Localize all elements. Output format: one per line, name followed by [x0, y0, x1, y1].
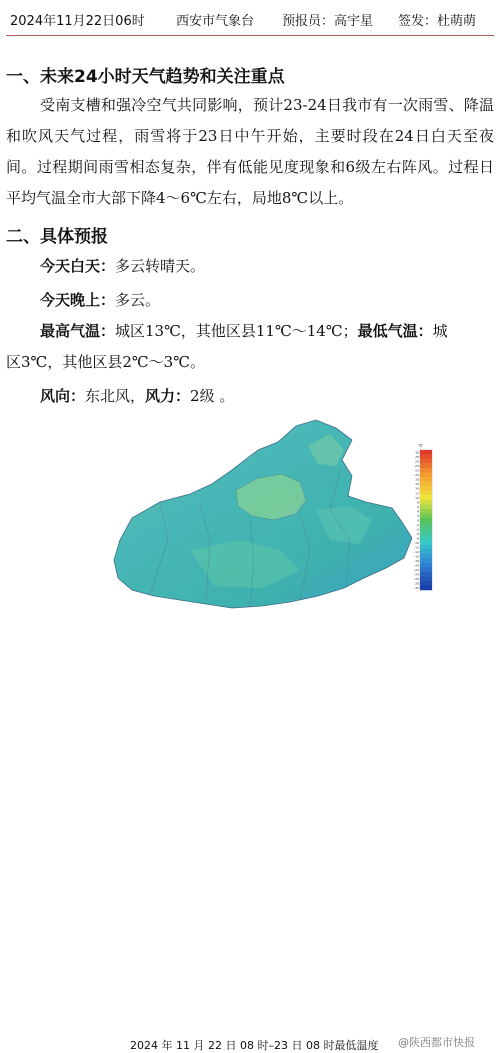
colorbar-cell — [420, 455, 432, 460]
wind-force-value: 2级 。 — [190, 387, 235, 405]
colorbar-cell — [420, 473, 432, 478]
colorbar-cell — [420, 531, 432, 536]
colorbar-tick-label: 30 — [415, 450, 419, 455]
colorbar-cell — [420, 554, 432, 559]
min-temp-value-2: 区3℃，其他区县2℃～3℃。 — [6, 353, 205, 371]
colorbar-cell — [420, 477, 432, 482]
min-temperature-map — [0, 410, 500, 1052]
colorbar-tick-label: -20 — [414, 563, 419, 568]
colorbar-tick-label: 0 — [417, 518, 419, 523]
colorbar-tick-label: 28 — [415, 455, 419, 460]
colorbar-tick-label: 6 — [417, 504, 419, 509]
colorbar-cell — [420, 495, 432, 500]
colorbar-cell — [420, 500, 432, 505]
wind-direction-label: 风向： — [40, 387, 86, 405]
colorbar-tick-label: 20 — [415, 473, 419, 478]
min-temp-label: 最低气温： — [357, 322, 433, 340]
colorbar-tick-label: -28 — [414, 581, 419, 586]
map-caption: 2024 年 11 月 22 日 08 时–23 日 08 时最低温度 — [130, 1039, 379, 1052]
colorbar-cell — [420, 576, 432, 581]
max-temp-value: 城区13℃，其他区县11℃～14℃； — [115, 322, 358, 340]
colorbar-tick-label: 18 — [415, 477, 419, 482]
header-divider — [6, 35, 494, 36]
colorbar-cell — [420, 585, 432, 590]
colorbar-tick-label: 8 — [417, 500, 419, 505]
colorbar-tick-label: -4 — [416, 527, 419, 532]
colorbar-cell — [420, 572, 432, 577]
colorbar-cell — [420, 491, 432, 496]
colorbar-cell — [420, 549, 432, 554]
section1-title: 一、未来24小时天气趋势和关注重点 — [6, 67, 285, 87]
colorbar-tick-label: -16 — [414, 554, 419, 559]
colorbar-cell — [420, 468, 432, 473]
temperature-forecast — [40, 320, 448, 341]
colorbar-cell — [420, 464, 432, 469]
tonight-forecast — [40, 289, 160, 310]
tonight-label: 今天晚上： — [40, 291, 116, 309]
tonight-value: 多云。 — [115, 291, 161, 309]
colorbar-tick-label: -14 — [414, 549, 419, 554]
document-header — [0, 0, 500, 38]
colorbar-cells — [420, 450, 432, 590]
min-temp-continued — [6, 351, 205, 372]
wind-force-label: 风力： — [145, 387, 191, 405]
colorbar-tick-label: -2 — [416, 522, 419, 527]
section1-body: 受南支槽和强冷空气共同影响，预计23-24日我市有一次雨雪、降温和吹风天气过程，雨雪将于23日中午开始，主要时段在24日白天至夜间。过程期间雨雪相态复杂，伴有低能见度现象和6级左右阵风。过程日平均气温全市大部下降4～6℃左右，局地8℃以上。 — [6, 96, 494, 207]
colorbar-tick-label: -10 — [414, 540, 419, 545]
colorbar-tick-label: 16 — [415, 482, 419, 487]
colorbar-cell — [420, 504, 432, 509]
colorbar-tick-label: -6 — [416, 531, 419, 536]
colorbar-tick-label: -8 — [416, 536, 419, 541]
min-temp-value-1: 城 — [432, 322, 448, 340]
wind-forecast — [40, 385, 234, 406]
colorbar-cell — [420, 567, 432, 572]
colorbar-cell — [420, 450, 432, 455]
issuer: 签发：杜萌萌 — [398, 14, 477, 29]
colorbar-labels — [414, 451, 419, 590]
colorbar-tick-label: -18 — [414, 559, 419, 563]
colorbar-cell — [420, 482, 432, 487]
colorbar-cell — [420, 536, 432, 541]
colorbar-tick-label: 2 — [417, 513, 419, 518]
colorbar-tick-label: 26 — [415, 459, 419, 464]
issuing-office: 西安市气象台 — [176, 14, 255, 29]
max-temp-label: 最高气温： — [40, 322, 116, 340]
colorbar-tick-label: 12 — [415, 491, 419, 496]
colorbar-tick-label: 10 — [415, 495, 419, 500]
colorbar-cell — [420, 486, 432, 491]
colorbar-tick-label: -12 — [414, 545, 419, 550]
colorbar-unit: ℃ — [418, 443, 423, 448]
colorbar-tick-label: -22 — [414, 568, 419, 573]
colorbar-cell — [420, 563, 432, 568]
colorbar-cell — [420, 581, 432, 586]
colorbar-cell — [420, 459, 432, 464]
forecaster: 预报员：高宇星 — [282, 14, 374, 29]
colorbar-cell — [420, 527, 432, 532]
colorbar-tick-label: -26 — [414, 577, 419, 582]
colorbar-cell — [420, 545, 432, 550]
temperature-colorbar — [414, 443, 432, 590]
temperature-map-graphic — [0, 410, 500, 647]
colorbar-tick-label: -24 — [414, 572, 419, 577]
today-day-forecast — [40, 255, 205, 276]
colorbar-tick-label: -30 — [414, 586, 419, 591]
colorbar-cell — [420, 522, 432, 527]
section2-title: 二、具体预报 — [6, 227, 108, 247]
colorbar-cell — [420, 518, 432, 523]
colorbar-cell — [420, 509, 432, 514]
wind-direction-value: 东北风， — [85, 387, 146, 405]
colorbar-tick-label: 24 — [415, 464, 419, 469]
colorbar-cell — [420, 513, 432, 518]
today-day-value: 多云转晴天。 — [115, 257, 206, 275]
issue-time: 2024年11月22日06时 — [10, 14, 145, 29]
colorbar-cell — [420, 540, 432, 545]
colorbar-tick-label: 4 — [417, 509, 419, 514]
colorbar-tick-label: 22 — [415, 468, 419, 473]
colorbar-tick-label: 14 — [415, 486, 419, 491]
colorbar-cell — [420, 558, 432, 563]
today-day-label: 今天白天： — [40, 257, 116, 275]
watermark-text: @陕西都市快报 — [398, 1036, 475, 1049]
